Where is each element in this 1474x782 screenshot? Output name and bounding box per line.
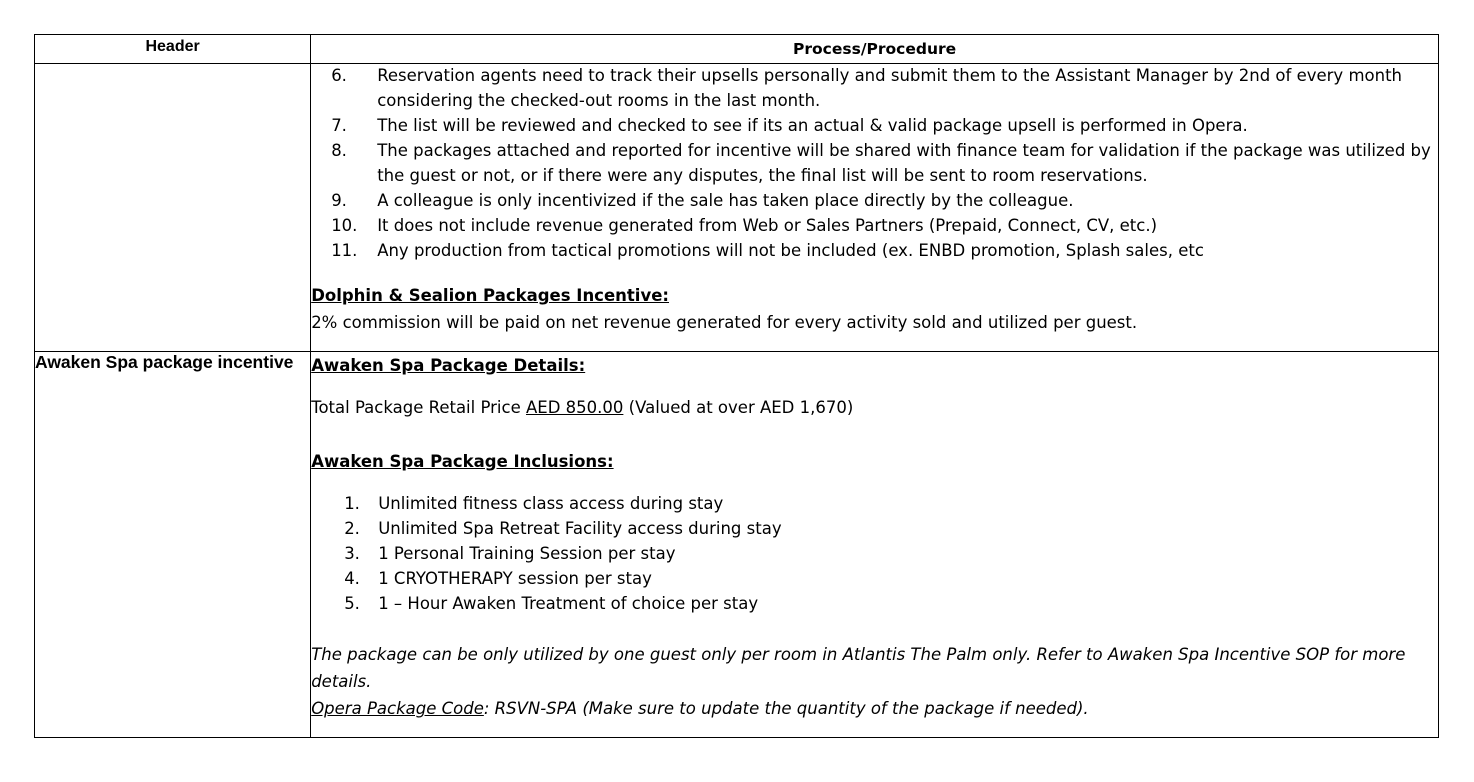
spa-price-line [311,395,1438,420]
table-header-row [35,35,1439,64]
list-item-text: Reservation agents need to track their upsells personally and submit them to the Assistant Manager by 2nd of every month considering the checked-out rooms in the last month. [377,66,1402,110]
list-item-number: 2. [344,519,360,538]
row-header-cell [35,64,311,352]
list-item-number: 5. [344,594,360,613]
list-item-text: It does not include revenue generated from Web or Sales Partners (Prepaid, Connect, CV, etc.) [377,216,1158,235]
list-item-number: 6. [331,66,347,85]
list-item [311,213,1438,238]
list-item-number: 11. [331,241,358,260]
list-item-text: Unlimited fitness class access during stay [378,494,724,513]
column-header-title: Header [35,35,311,64]
list-item-number: 3. [344,544,360,563]
list-item [311,516,1438,541]
dolphin-section-text: 2% commission will be paid on net revenue generated for every activity sold and utilized per guest. [311,313,1138,332]
list-item-number: 9. [331,191,347,210]
opera-package-code-text: : RSVN-SPA (Make sure to update the quantity of the package if needed). [483,699,1089,718]
list-item [311,491,1438,516]
procedure-table [34,34,1439,738]
list-item-text: 1 Personal Training Session per stay [378,544,676,563]
list-item-text: Unlimited Spa Retreat Facility access during stay [378,519,782,538]
list-item [311,113,1438,138]
list-item-number: 4. [344,569,360,588]
list-item-text: The packages attached and reported for incentive will be shared with finance team for validation if the package was utilized by the guest or not, or if there were any disputes, the final list will be sent to room reservations. [377,141,1431,185]
opera-package-code-line [311,695,1438,722]
row-header-cell: Awaken Spa package incentive [35,352,311,738]
list-item-number: 10. [331,216,358,235]
list-item-text: A colleague is only incentivized if the sale has taken place directly by the colleague. [377,191,1074,210]
table-row [35,352,1439,738]
list-item [311,188,1438,213]
spa-inclusions-title: Awaken Spa Package Inclusions: [311,452,614,471]
list-item-number: 8. [331,141,347,160]
list-item [311,238,1438,263]
list-item-number: 7. [331,116,347,135]
list-item [311,566,1438,591]
table-row [35,64,1439,352]
price-value: AED 850.00 [525,398,624,417]
spa-usage-note: The package can be only utilized by one guest only per room in Atlantis The Palm only. Refer to Awaken Spa Incentive SOP for more details. [311,645,1406,691]
list-item-text: 1 – Hour Awaken Treatment of choice per stay [378,594,759,613]
procedure-steps-list [311,63,1438,263]
dolphin-section-title: Dolphin & Sealion Packages Incentive: [311,286,669,305]
list-item-text: Any production from tactical promotions will not be included (ex. ENBD promotion, Splash sales, etc [377,241,1204,260]
list-item-text: 1 CRYOTHERAPY session per stay [378,569,652,588]
list-item [311,63,1438,113]
list-item-text: The list will be reviewed and checked to see if its an actual & valid package upsell is performed in Opera. [377,116,1248,135]
column-process-title: Process/Procedure [311,35,1439,64]
price-suffix: (Valued at over AED 1,670) [623,398,854,417]
row-process-cell [311,64,1439,352]
spa-inclusions-list [311,491,1438,616]
list-item [311,541,1438,566]
row-process-cell [311,352,1439,738]
opera-package-code-label: Opera Package Code [311,699,484,718]
price-prefix: Total Package Retail Price [311,398,526,417]
spa-details-title: Awaken Spa Package Details: [311,356,586,375]
list-item [311,138,1438,188]
list-item-number: 1. [344,494,360,513]
list-item [311,591,1438,616]
